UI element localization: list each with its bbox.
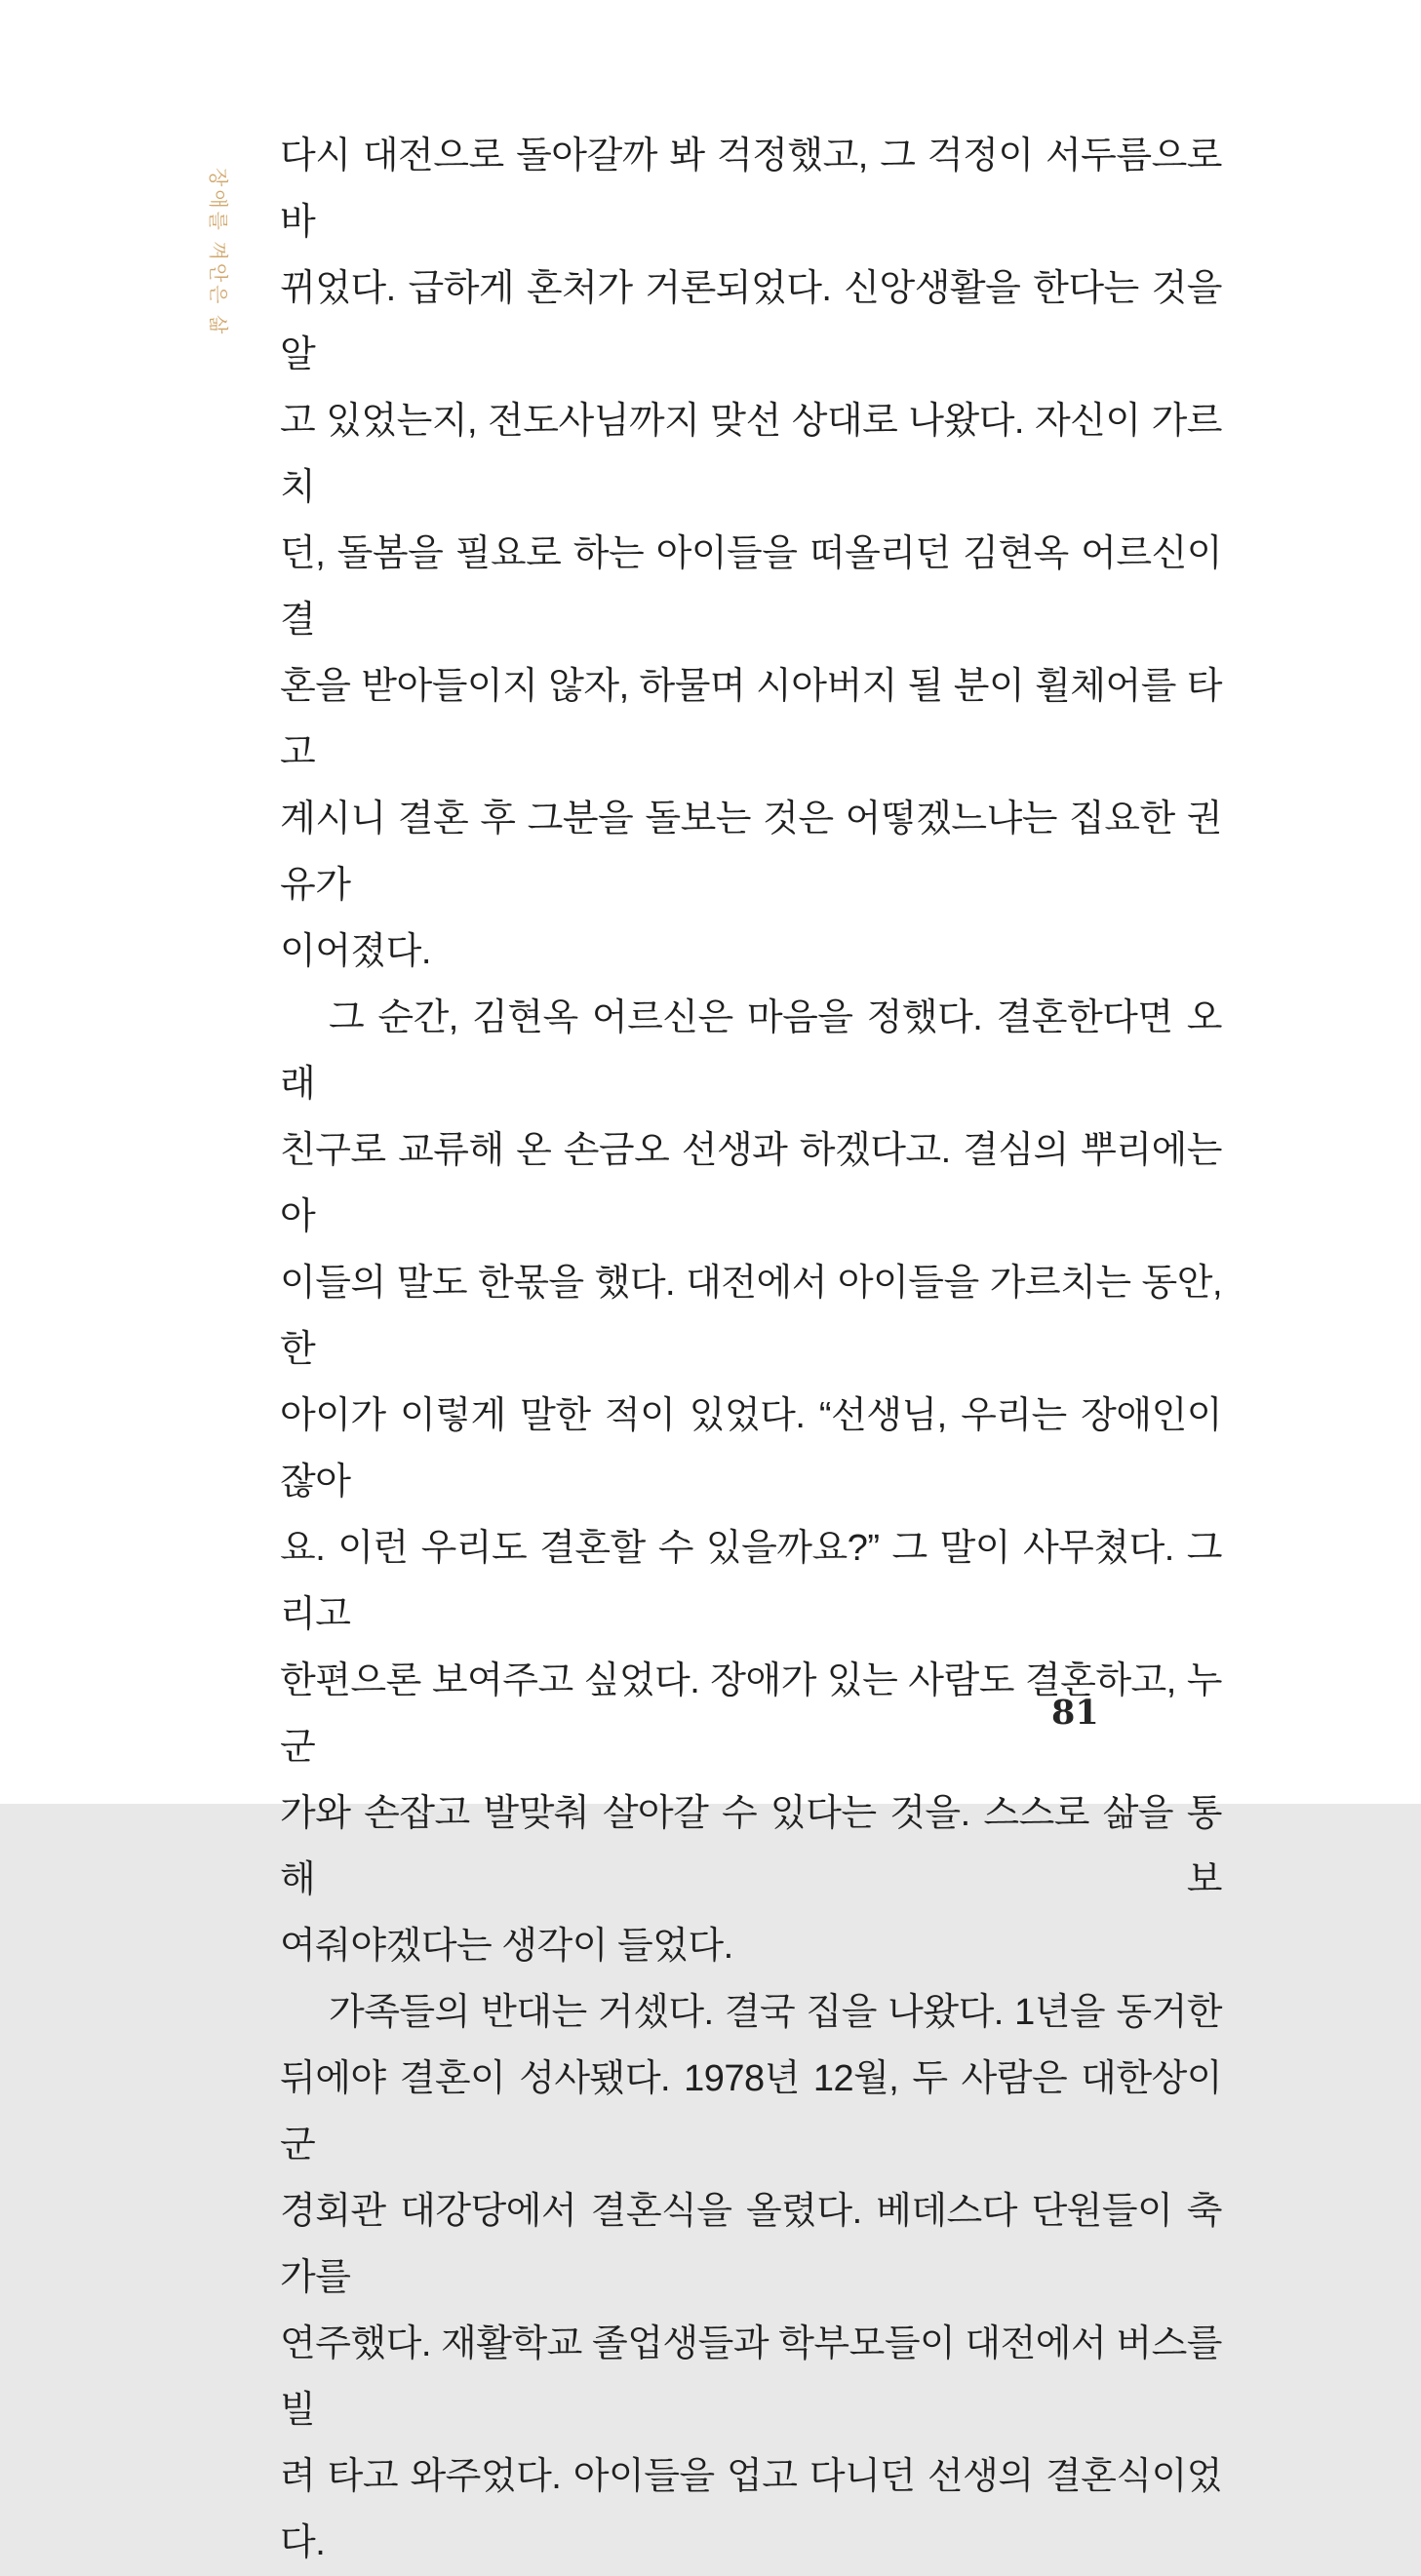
text-line: 가족들의 반대는 거셌다. 결국 집을 나왔다. 1년을 동거한 — [329, 1992, 1222, 2033]
chapter-side-label: 장애를 껴안은 삶 — [207, 168, 228, 337]
text-line: 이어졌다. — [280, 931, 431, 972]
text-line: 요. 이런 우리도 결혼할 수 있을까요?” 그 말이 사무쳤다. 그리고 — [280, 1528, 1223, 1635]
text-line: 뀌었다. 급하게 혼처가 거론되었다. 신앙생활을 한다는 것을 알 — [280, 268, 1222, 375]
page-number: 81 — [1051, 1693, 1099, 1733]
body-text — [280, 123, 1222, 2576]
text-line: 여줘야겠다는 생각이 들었다. — [280, 1926, 733, 1967]
text-line: 한편으론 보여주고 싶었다. 장애가 있는 사람도 결혼하고, 누군 — [280, 1660, 1222, 1768]
text-line: 다시 대전으로 돌아갈까 봐 걱정했고, 그 걱정이 서두름으로 바 — [280, 136, 1222, 243]
text-line: 계시니 결혼 후 그분을 돌보는 것은 어떻겠느냐는 집요한 권유가 — [280, 799, 1222, 906]
text-line: 아이가 이렇게 말한 적이 있었다. “선생님, 우리는 장애인이잖아 — [280, 1395, 1222, 1503]
text-line: 친구로 교류해 온 손금오 선생과 하겠다고. 결심의 뿌리에는 아 — [280, 1130, 1222, 1237]
text-line: 던, 돌봄을 필요로 하는 아이들을 떠올리던 김현옥 어르신이 결 — [280, 533, 1222, 641]
text-line: 경회관 대강당에서 결혼식을 올렸다. 베데스다 단원들이 축가를 — [280, 2191, 1222, 2298]
text-line: 이들의 말도 한몫을 했다. 대전에서 아이들을 가르치는 동안, 한 — [280, 1263, 1222, 1370]
text-line: 려 타고 와주었다. 아이들을 업고 다니던 선생의 결혼식이었다. — [280, 2456, 1222, 2563]
text-line: 연주했다. 재활학교 졸업생들과 학부모들이 대전에서 버스를 빌 — [280, 2323, 1222, 2431]
text-line: 뒤에야 결혼이 성사됐다. 1978년 12월, 두 사람은 대한상이군 — [280, 2058, 1222, 2166]
text-line: 그 순간, 김현옥 어르신은 마음을 정했다. 결혼한다면 오래 — [280, 997, 1222, 1105]
text-line: 가와 손잡고 발맞춰 살아갈 수 있다는 것을. 스스로 삶을 통해 보 — [280, 1793, 1222, 1900]
text-line: 혼을 받아들이지 않자, 하물며 시아버지 될 분이 휠체어를 타고 — [280, 666, 1222, 773]
text-line: 고 있었는지, 전도사님까지 맞선 상대로 나왔다. 자신이 가르치 — [280, 401, 1222, 508]
